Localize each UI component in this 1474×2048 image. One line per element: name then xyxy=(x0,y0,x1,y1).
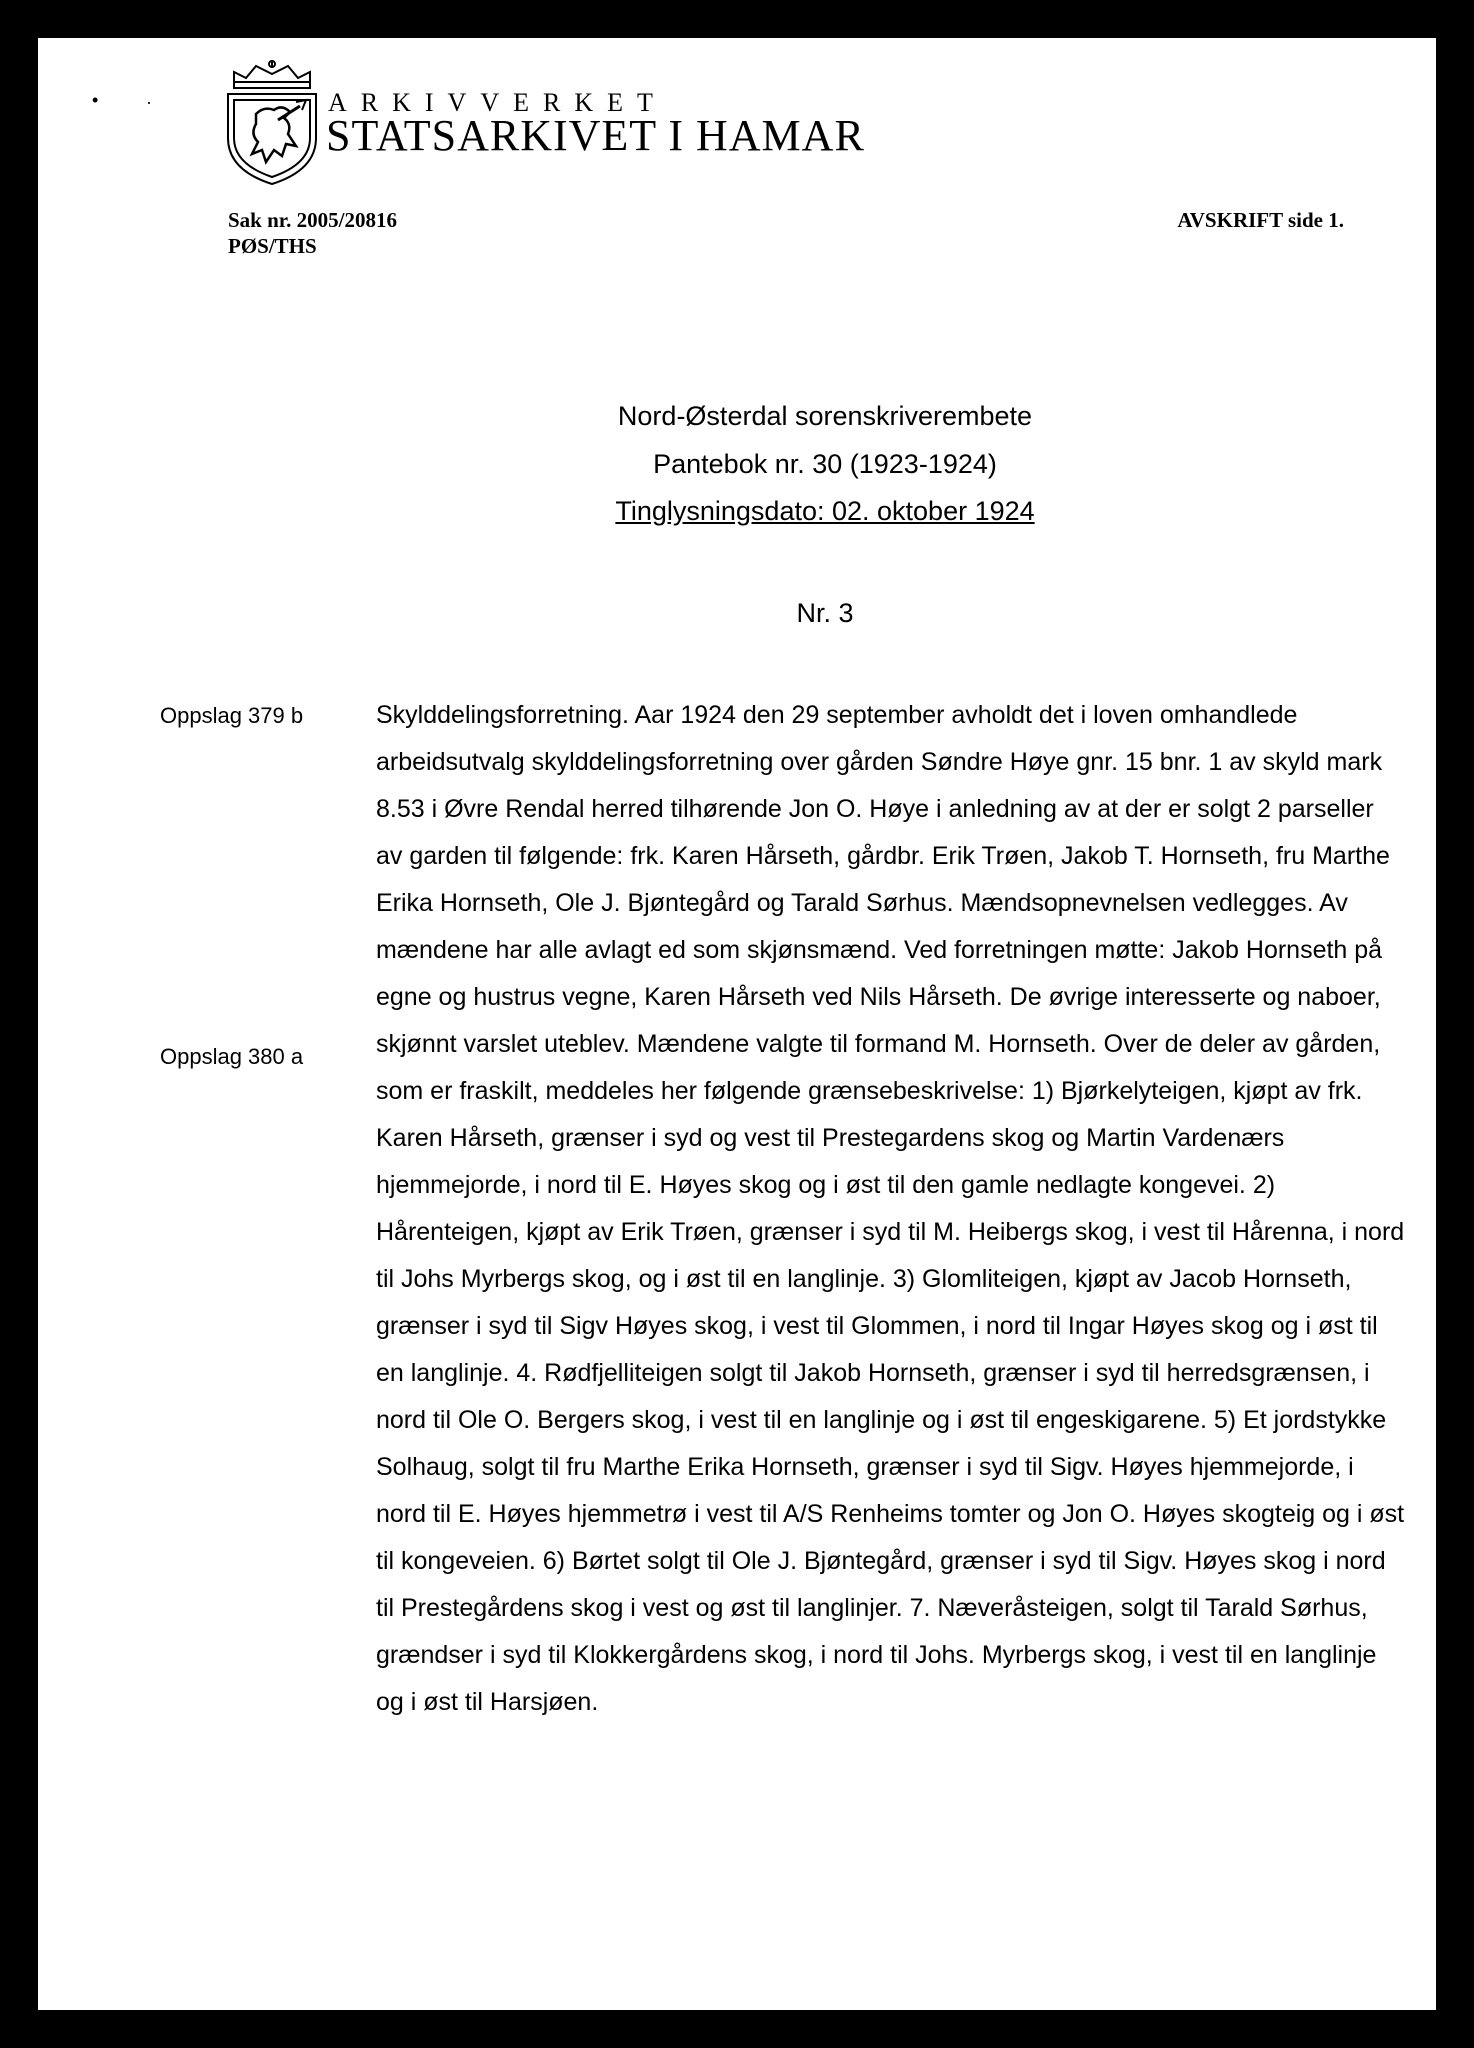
reference-initials: PØS/THS xyxy=(228,234,317,258)
court-office-heading: Nord-Østerdal sorenskriverembete xyxy=(617,401,1033,431)
transcript-body: Skylddelingsforretning. Aar 1924 den 29 september avholdt det i loven omhandlede arbeidsutvalg skylddelingsforretning over gården Søndre Høye gnr. 15 bnr. 1 av skyld mark 8.53 i Øvre Rendal herred tilhørende Jon O. Høye i anledning av at der er solgt 2 parseller av garden til følgende: frk. Karen Hårseth, gårdbr. Erik Trøen, Jakob T. Hornseth, fru Marthe Erika Hornseth, Ole J. Bjøntegård og Tarald Sørhus. Mændsopnevnelsen vedlegges. Av mændene har alle avlagt ed som skjønsmænd. Ved forretningen møtte: Jakob Hornseth på egne og hustrus vegne, Karen Hårseth ved Nils Hårseth. De øvrige interesserte og naboer, skjønnt varslet uteblev. Mændene valgte til formand M. Hornseth. Over de deler av gården, som er fraskilt, meddeles her følgende grænsebeskrivelse: 1) Bjørkelyteigen, kjøpt av frk. Karen Hårseth, grænser i syd og vest til Prestegardens skog og Martin Vardenærs hjemmejorde, i nord til E. Høyes skog og i øst til den gamle nedlagte kongevei. 2) Hårenteigen, kjøpt av Erik Trøen, grænser i syd til M. Heibergs skog, i vest til Hårenna, i nord til Johs Myrbergs skog, og i øst til en langlinje. 3) Glomliteigen, kjøpt av Jacob Hornseth, grænser i syd til Sigv Høyes skog, i vest til Glommen, i nord til Ingar Høyes skog og i øst til en langlinje. 4. Rødfjelliteigen solgt til Jakob Hornseth, grænser i syd til herredsgrænsen, i nord til Ole O. Bergers skog, i vest til en langlinje og i øst til engeskigarene. 5) Et jordstykke Solhaug, solgt til fru Marthe Erika Hornseth, grænser i syd til Sigv. Høyes hjemmejorde, i nord til E. Høyes hjemmetrø i vest til A/S Renheims tomter og Jon O. Høyes skogteig og i øst til kongeveien. 6) Børtet solgt til Ole J. Bjøntegård, grænser i syd til Sigv. Høyes skog i nord til Prestegårdens skog i vest og øst til langlinjer. 7. Næveråsteigen, solgt til Tarald Sørhus, grændser i syd til Klokkergårdens skog, i nord til Johs. Myrbergs skog, i vest til en langlinje og i øst til Harsjøen. xyxy=(376,701,1405,1716)
registration-date-heading: Tinglysningsdato: 02. oktober 1924 xyxy=(615,496,1035,526)
copy-page-label: AVSKRIFT side 1. xyxy=(1177,208,1344,232)
scan-speck-icon: • xyxy=(92,90,99,110)
letterhead-institution-name: STATSARKIVET I HAMAR xyxy=(326,111,865,160)
mortgage-book-heading: Pantebok nr. 30 (1923-1924) xyxy=(653,449,997,479)
margin-note-page-ref: Oppslag 380 a xyxy=(160,1044,304,1069)
document-page xyxy=(38,38,1436,2010)
letterhead-archive-name: ARKIVVERKET xyxy=(328,88,667,117)
entry-number: Nr. 3 xyxy=(796,598,854,628)
case-number: Sak nr. 2005/20816 xyxy=(228,208,398,232)
margin-note-page-ref: Oppslag 379 b xyxy=(160,703,304,728)
coat-of-arms-seal-icon xyxy=(212,58,332,188)
scan-speck-icon: · xyxy=(146,92,152,112)
